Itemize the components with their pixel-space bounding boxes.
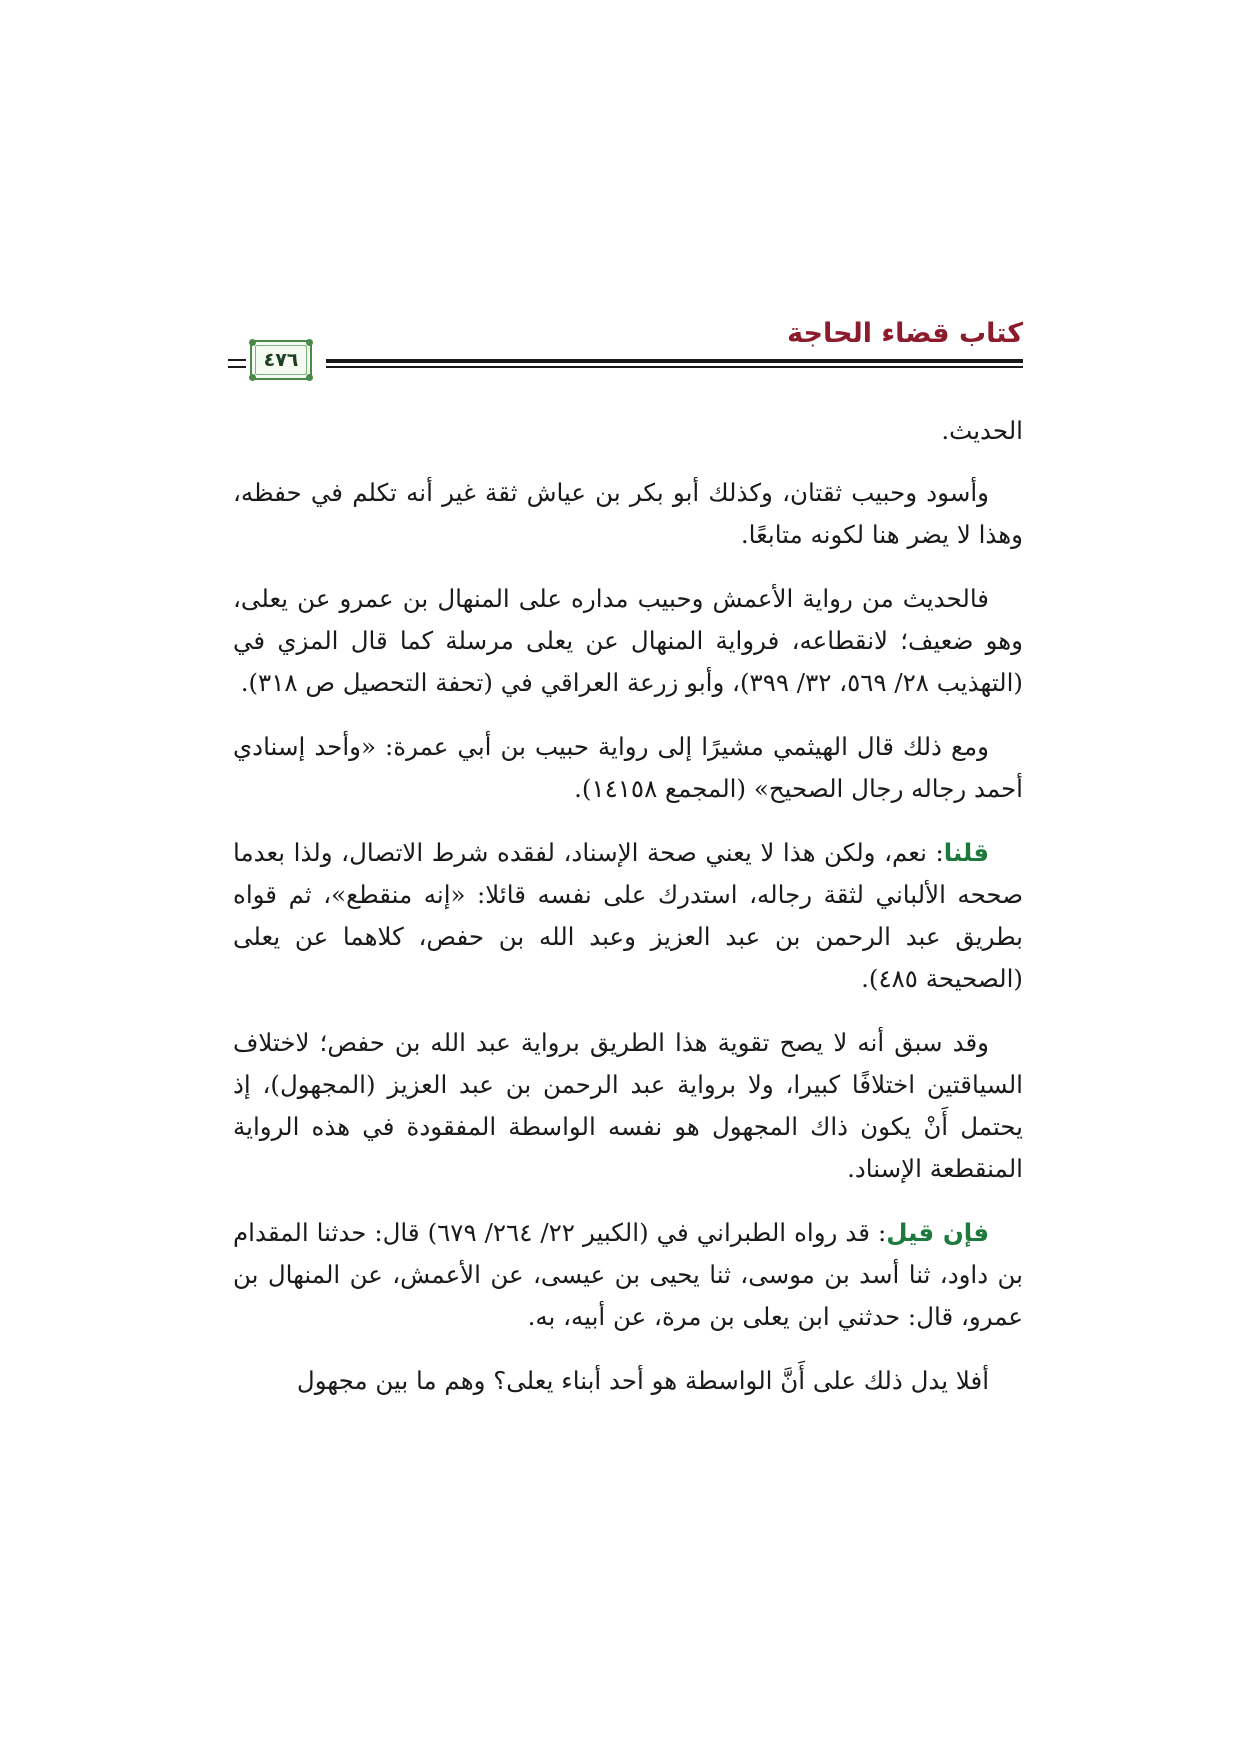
- paragraph: [233, 1212, 1023, 1338]
- paragraph: أفلا يدل ذلك على أَنَّ الواسطة هو أحد أبناء يعلى؟ وهم ما بين مجهول: [296, 1366, 989, 1395]
- paragraph-body: : نعم، ولكن هذا لا يعني صحة الإسناد، لفقده شرط الاتصال، ولذا بعدما صححه الألباني لثقة رجاله، استدرك على نفسه قائلا: «إنه منقطع»، ثم قواه بطريق عبد الرحمن بن عبد العزيز وعبد الله بن حفص، كلاهما عن يعلى (الصحيحة ٤٨٥).: [233, 838, 1023, 993]
- paragraph-keyword: فإن قيل: [886, 1218, 990, 1247]
- paragraph: ومع ذلك قال الهيثمي مشيرًا إلى رواية حبيب بن أبي عمرة: «وأحد إسنادي أحمد رجاله رجال الصحيح» (المجمع ١٤١٥٨).: [233, 732, 1023, 803]
- badge-ornament-icon: [249, 374, 256, 381]
- header-rule-left-bottom: [228, 366, 246, 368]
- paragraph: وأسود وحبيب ثقتان، وكذلك أبو بكر بن عياش ثقة غير أنه تكلم في حفظه، وهذا لا يضر هنا لكونه متابعًا.: [233, 478, 1023, 549]
- body-text: [233, 410, 1023, 1424]
- page-header: [228, 318, 1023, 388]
- paragraph: [233, 832, 1023, 1000]
- badge-ornament-icon: [306, 339, 313, 346]
- header-rule-bottom: [326, 366, 1023, 368]
- header-rule-top: [326, 359, 1023, 363]
- paragraph: فالحديث من رواية الأعمش وحبيب مداره على المنهال بن عمرو عن يعلى، وهو ضعيف؛ لانقطاعه، فرواية المنهال عن يعلى مرسلة كما قال المزي في (التهذيب ٢٨/ ٥٦٩، ٣٢/ ٣٩٩)، وأبو زرعة العراقي في (تحفة التحصيل ص ٣١٨).: [233, 584, 1023, 697]
- badge-ornament-icon: [306, 374, 313, 381]
- header-rule-left-top: [228, 359, 246, 361]
- paragraph-keyword: قلنا: [943, 838, 989, 867]
- paragraph: الحديث.: [941, 416, 1023, 445]
- page-number-badge: [250, 340, 312, 380]
- book-title: كتاب قضاء الحاجة: [787, 318, 1023, 349]
- paragraph-body: : قد رواه الطبراني في (الكبير ٢٢/ ٢٦٤/ ٦٧٩) قال: حدثنا المقدام بن داود، ثنا أسد بن موسى، ثنا يحيى بن عيسى، عن الأعمش، عن المنهال بن عمرو، قال: حدثني ابن يعلى بن مرة، عن أبيه، به.: [233, 1218, 1023, 1331]
- page-number: ٤٧٦: [263, 349, 299, 371]
- badge-ornament-icon: [249, 339, 256, 346]
- paragraph: وقد سبق أنه لا يصح تقوية هذا الطريق برواية عبد الله بن حفص؛ لاختلاف السياقتين اختلافًا كبيرا، ولا برواية عبد الرحمن بن عبد العزيز (المجهول)، إذ يحتمل أَنْ يكون ذاك المجهول هو نفسه الواسطة المفقودة في هذه الرواية المنقطعة الإسناد.: [233, 1028, 1023, 1183]
